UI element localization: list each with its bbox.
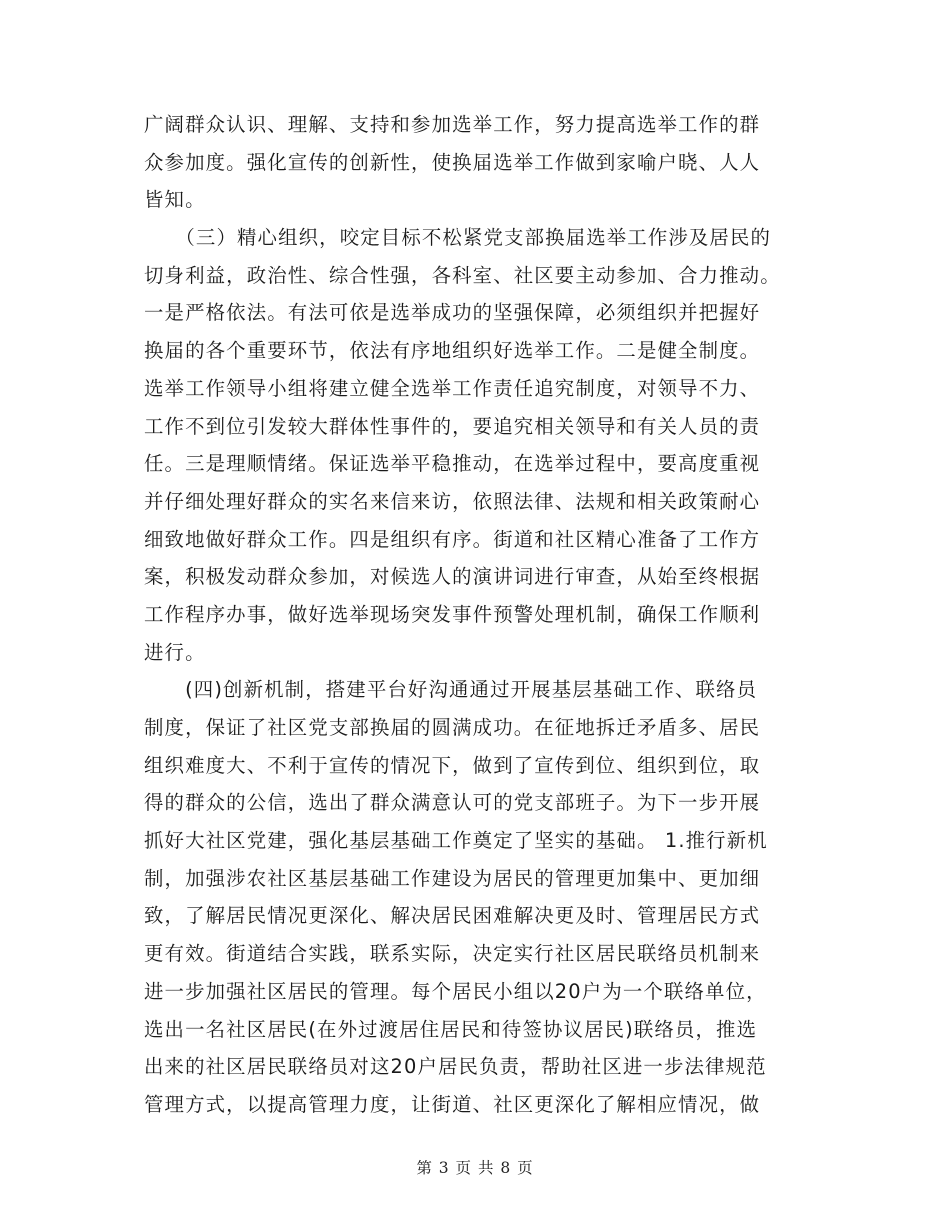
text-line: 皆知。: [144, 188, 206, 212]
text-line: 工作不到位引发较大群体性事件的，要追究相关领导和有关人员的责: [144, 414, 761, 438]
text-line: 抓好大社区党建，强化基层基础工作奠定了坚实的基础。 1.推行新机: [144, 829, 768, 853]
text-line: 并仔细处理好群众的实名来信来访，依照法律、法规和相关政策耐心: [144, 489, 761, 513]
body-text: [144, 106, 804, 1124]
text-line: 得的群众的公信，选出了群众满意认可的党支部班子。为下一步开展: [144, 791, 761, 815]
text-line: 广阔群众认识、理解、支持和参加选举工作，努力提高选举工作的群: [144, 113, 761, 136]
text-line: 致，了解居民情况更深化、解决居民困难解决更及时、管理居民方式: [144, 904, 761, 928]
text-line: 切身利益，政治性、综合性强，各科室、社区要主动参加、合力推动。: [144, 263, 781, 287]
text-line: 任。三是理顺情绪。保证选举平稳推动，在选举过程中，要高度重视: [144, 452, 761, 476]
text-line: 进一步加强社区居民的管理。每个居民小组以20户为一个联络单位，: [144, 979, 767, 1003]
text-line: 选出一名社区居民(在外过渡居住居民和待签协议居民)联络员，推选: [144, 1017, 758, 1041]
text-line: 选举工作领导小组将建立健全选举工作责任追究制度，对领导不力、: [144, 376, 761, 400]
text-line: 制度，保证了社区党支部换届的圆满成功。在征地拆迁矛盾多、居民: [144, 716, 761, 739]
text-line: （三）精心组织，咬定目标不松紧党支部换届选举工作涉及居民的: [144, 226, 772, 250]
text-line: 组织难度大、不利于宣传的情况下，做到了宣传到位、组织到位，取: [144, 753, 761, 777]
text-line: 管理方式，以提高管理力度，让街道、社区更深化了解相应情况，做: [144, 1092, 761, 1116]
text-line: 工作程序办事，做好选举现场突发事件预警处理机制，确保工作顺利: [144, 602, 761, 626]
text-line: 众参加度。强化宣传的创新性，使换届选举工作做到家喻户晓、人人: [144, 150, 761, 174]
text-line: (四)创新机制，搭建平台好沟通通过开展基层基础工作、联络员: [144, 678, 758, 702]
text-line: 进行。: [144, 640, 206, 664]
text-line: 出来的社区居民联络员对这20户居民负责，帮助社区进一步法律规范: [144, 1055, 767, 1079]
text-line: 换届的各个重要环节，依法有序地组织好选举工作。二是健全制度。: [144, 339, 761, 363]
text-line: 细致地做好群众工作。四是组织有序。街道和社区精心准备了工作方: [144, 527, 761, 551]
text-line: 更有效。街道结合实践，联系实际，决定实行社区居民联络员机制来: [144, 942, 761, 966]
text-line: 一是严格依法。有法可依是选举成功的坚强保障，必须组织并把握好: [144, 301, 761, 325]
text-line: 案，积极发动群众参加，对候选人的演讲词进行审查，从始至终根据: [144, 565, 761, 589]
text-line: 制，加强涉农社区基层基础工作建设为居民的管理更加集中、更加细: [144, 866, 761, 890]
page-number-footer: 第 3 页 共 8 页: [416, 1159, 534, 1177]
